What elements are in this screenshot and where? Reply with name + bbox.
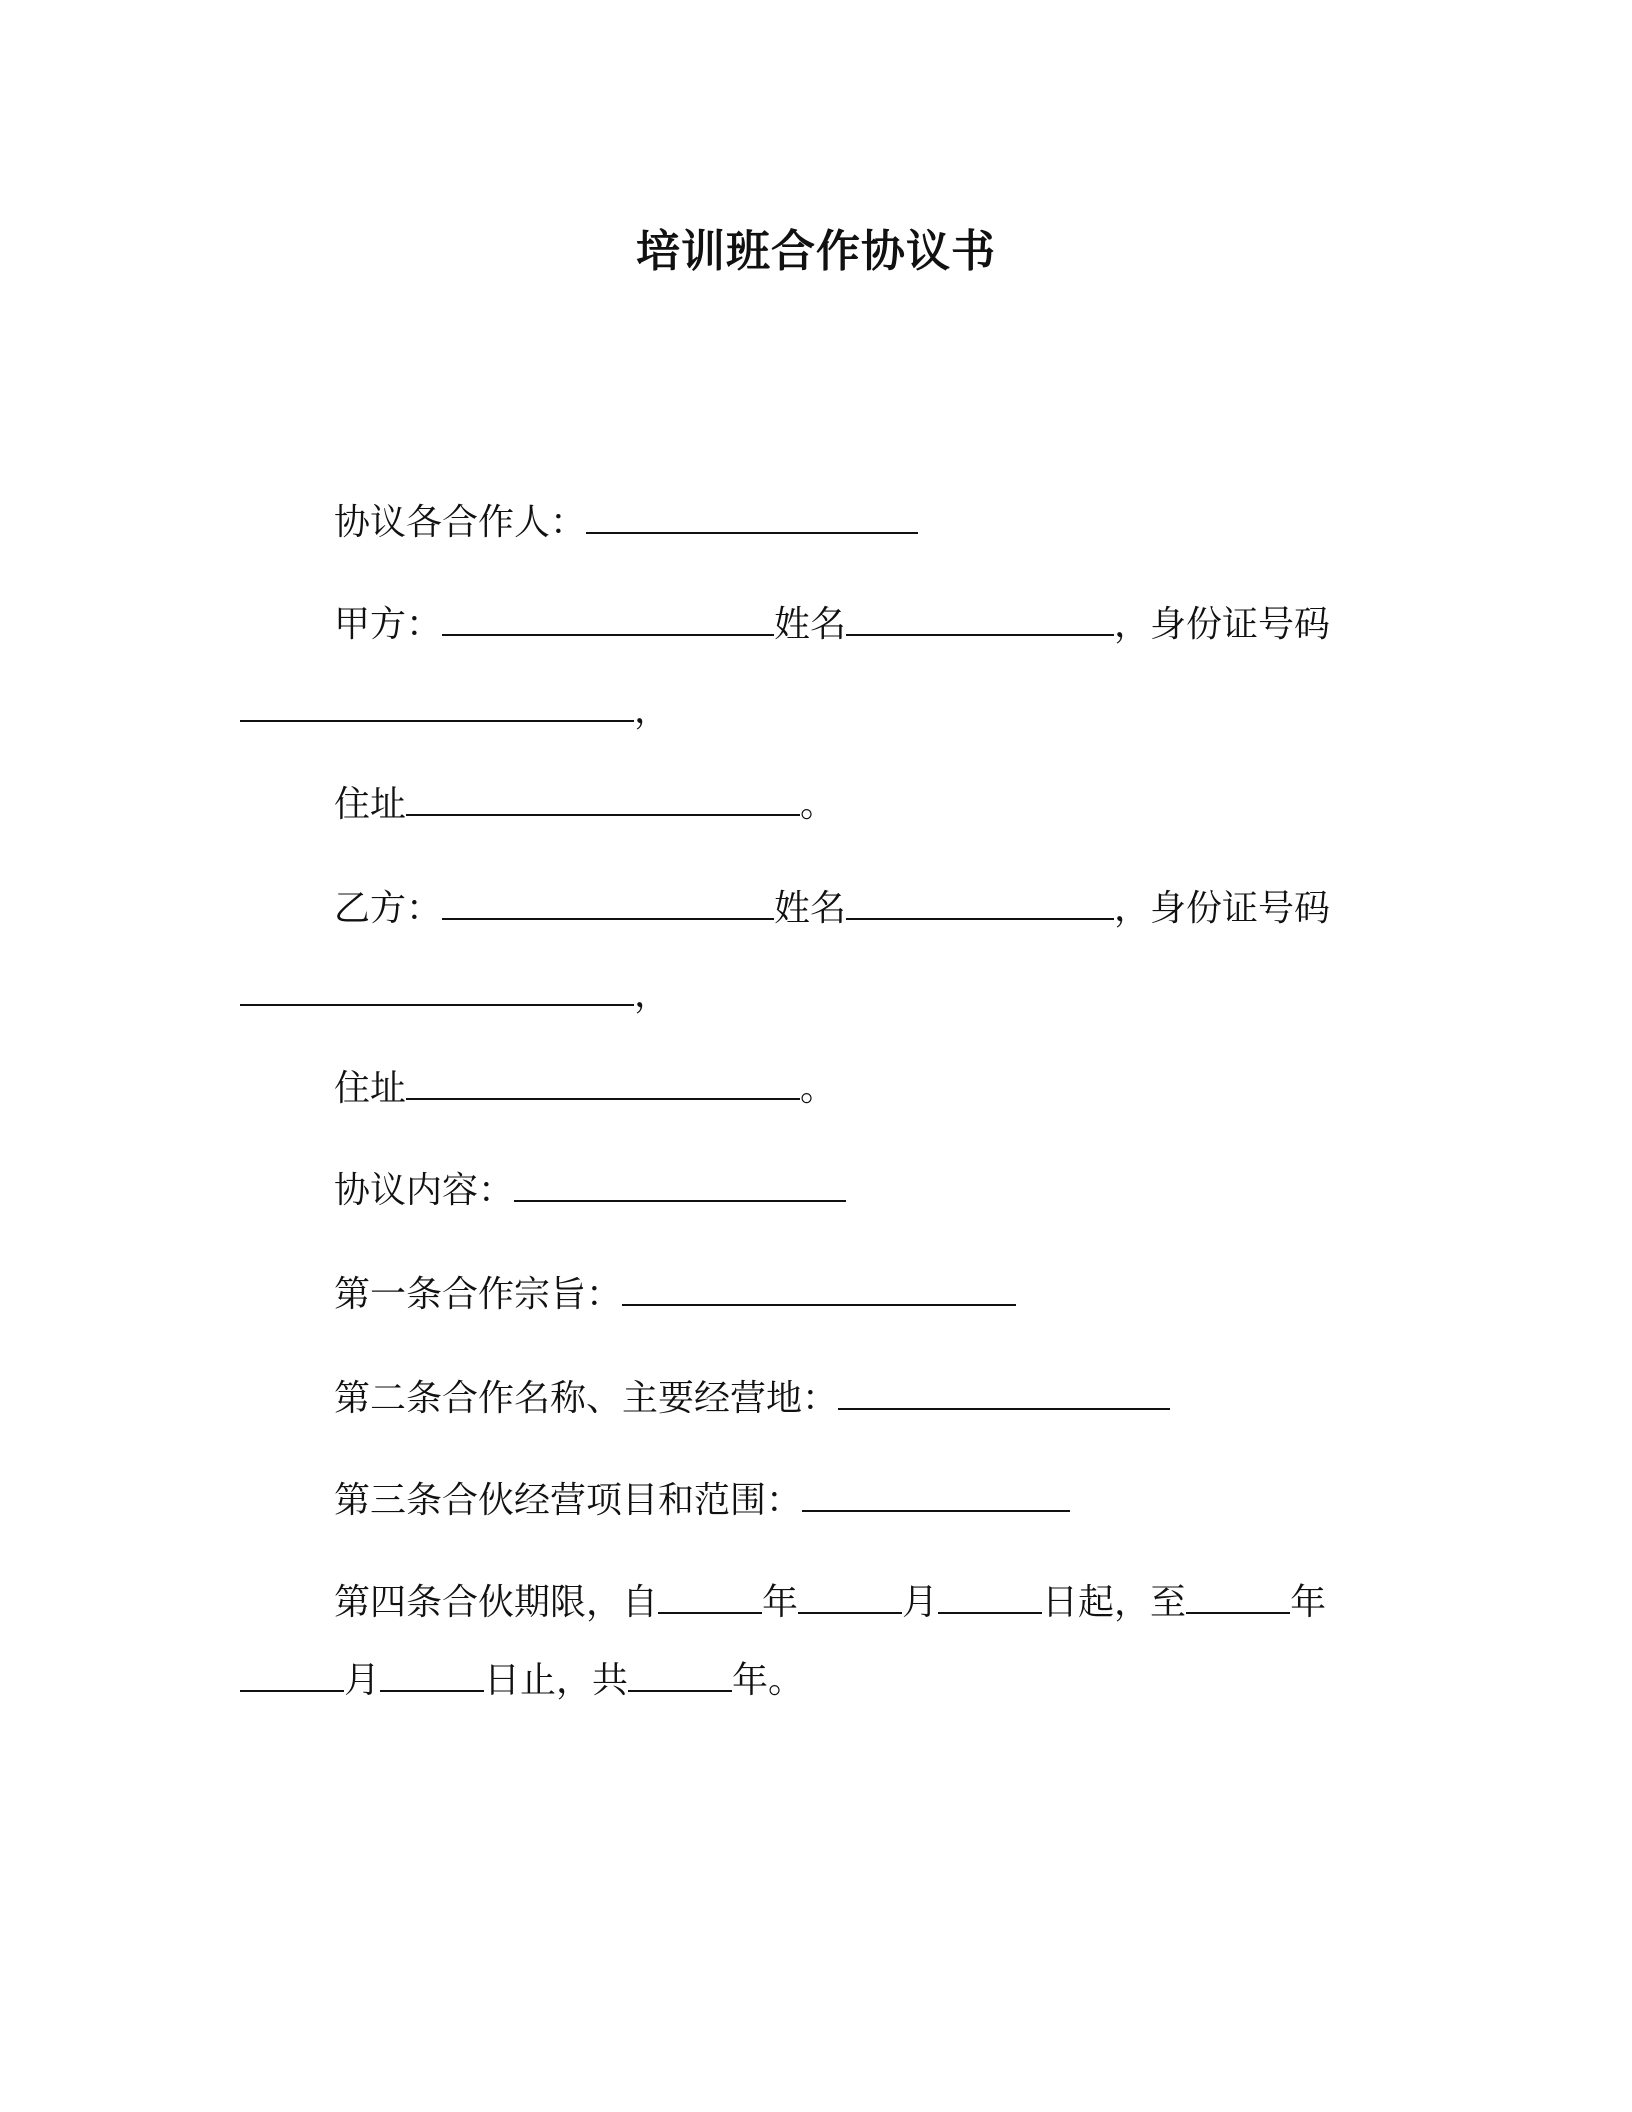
party-a-id-label: ，身份证号码	[1114, 604, 1331, 645]
article-4-prefix: 第四条合伙期限，自	[334, 1582, 659, 1623]
article-4-line-2	[240, 1656, 804, 1706]
start-day-label: 日起，至	[1042, 1582, 1187, 1623]
start-month-label: 月	[902, 1582, 939, 1623]
party-b-id-blank[interactable]	[240, 970, 634, 1006]
total-years-blank[interactable]	[628, 1656, 732, 1692]
party-b-line	[334, 884, 1330, 934]
party-a-address-line	[334, 780, 836, 830]
end-month-blank[interactable]	[240, 1656, 344, 1692]
party-b-address-blank[interactable]	[406, 1064, 800, 1100]
article-3-line	[334, 1476, 1070, 1526]
end-day-blank[interactable]	[380, 1656, 484, 1692]
party-a-address-label: 住址	[334, 784, 407, 825]
content-label: 协议内容：	[334, 1170, 515, 1211]
content-line	[334, 1166, 846, 1216]
party-a-address-blank[interactable]	[406, 780, 800, 816]
party-b-id-label: ，身份证号码	[1114, 888, 1331, 929]
end-year-blank[interactable]	[1186, 1578, 1290, 1614]
end-day-label: 日止，共	[484, 1660, 629, 1701]
start-year-blank[interactable]	[658, 1578, 762, 1614]
party-b-name-blank[interactable]	[846, 884, 1114, 920]
parties-header-label: 协议各合作人：	[334, 502, 587, 543]
article-1-line	[334, 1270, 1016, 1320]
party-b-id-line	[240, 970, 670, 1020]
article-2-label: 第二条合作名称、主要经营地：	[334, 1378, 839, 1419]
document-title: 培训班合作协议书	[636, 226, 996, 277]
party-a-id-end: ，	[634, 690, 671, 731]
party-a-line	[334, 600, 1330, 650]
party-b-label: 乙方：	[334, 888, 443, 929]
parties-blank[interactable]	[586, 498, 918, 534]
party-b-name-label: 姓名	[774, 888, 847, 929]
end-month-label: 月	[344, 1660, 381, 1701]
party-b-blank[interactable]	[442, 884, 774, 920]
article-2-blank[interactable]	[838, 1374, 1170, 1410]
article-1-label: 第一条合作宗旨：	[334, 1274, 623, 1315]
party-a-label: 甲方：	[334, 604, 443, 645]
party-b-address-end: 。	[800, 1068, 837, 1109]
article-1-blank[interactable]	[622, 1270, 1016, 1306]
article-3-label: 第三条合伙经营项目和范围：	[334, 1480, 803, 1521]
article-3-blank[interactable]	[802, 1476, 1070, 1512]
start-day-blank[interactable]	[938, 1578, 1042, 1614]
party-a-address-end: 。	[800, 784, 837, 825]
article-4-line	[334, 1578, 1326, 1628]
total-years-label: 年。	[732, 1660, 805, 1701]
party-b-id-end: ，	[634, 974, 671, 1015]
end-year-label: 年	[1290, 1582, 1327, 1623]
party-a-id-blank[interactable]	[240, 686, 634, 722]
party-b-address-label: 住址	[334, 1068, 407, 1109]
article-2-line	[334, 1374, 1170, 1424]
start-year-label: 年	[762, 1582, 799, 1623]
party-a-name-label: 姓名	[774, 604, 847, 645]
party-a-blank[interactable]	[442, 600, 774, 636]
party-a-name-blank[interactable]	[846, 600, 1114, 636]
parties-header-line	[334, 498, 918, 548]
party-a-id-line	[240, 686, 670, 736]
content-blank[interactable]	[514, 1166, 846, 1202]
start-month-blank[interactable]	[798, 1578, 902, 1614]
party-b-address-line	[334, 1064, 836, 1114]
